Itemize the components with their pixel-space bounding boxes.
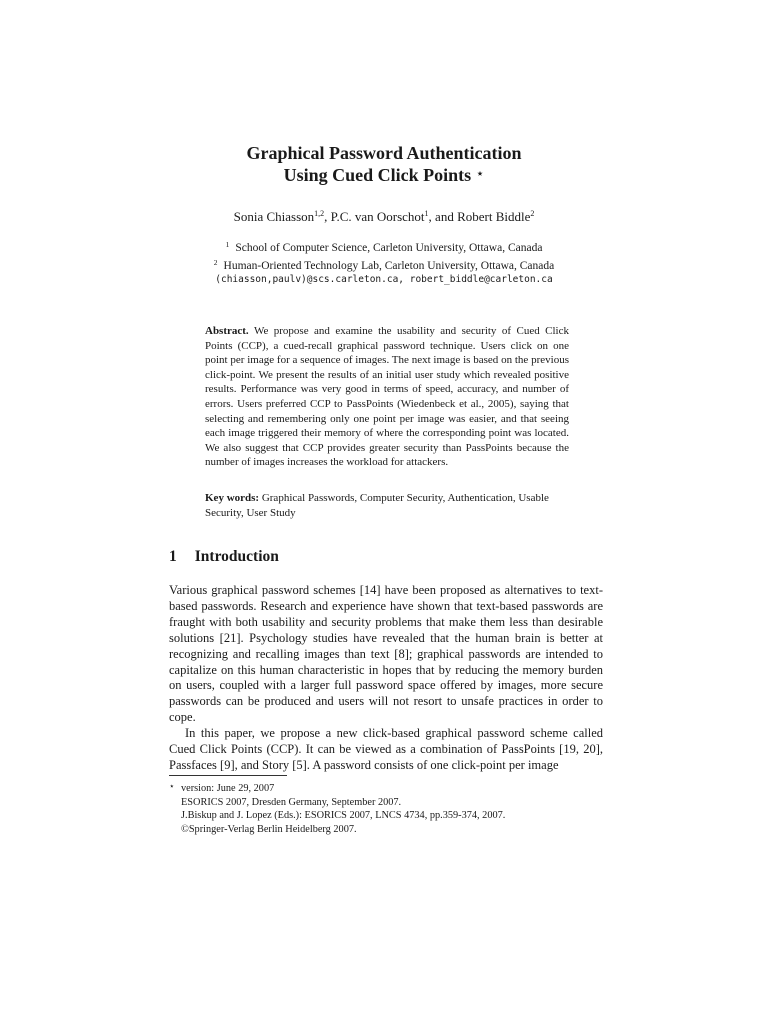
footnote-version: version: June 29, 2007 <box>181 783 275 794</box>
affiliation-2-mark: 2 <box>213 257 218 267</box>
author-emails: (chiasson,paulv)@scs.carleton.ca, robert_biddle@carleton.ca <box>215 274 553 285</box>
author-3: , and Robert Biddle <box>428 209 531 224</box>
footnote-line-3: J.Biskup and J. Lopez (Eds.): ESORICS 2007, LNCS 4734, pp.359-374, 2007. <box>181 810 506 821</box>
section-heading <box>169 548 279 566</box>
paragraph-2: In this paper, we propose a new click-based graphical password scheme called Cued Click Points (CCP). It can be viewed as a combination of PassPoints [19, 20], Passfaces [9], and Story [5]. A password consists of one click-point per image <box>169 726 603 772</box>
title-line-2-text: Using Cued Click Points <box>283 165 472 185</box>
affiliation-1-mark: 1 <box>225 240 230 249</box>
author-2: , P.C. van Oorschot <box>324 209 425 224</box>
footnote-line-1 <box>169 780 609 796</box>
affiliation-2-text: Human-Oriented Technology Lab, Carleton University, Ottawa, Canada <box>223 259 555 272</box>
keywords-label: Key words: <box>205 492 260 504</box>
abstract-label: Abstract. <box>205 325 249 337</box>
affiliation-1 <box>0 238 768 256</box>
title-line-2 <box>0 164 768 186</box>
keywords-text: Graphical Passwords, Computer Security, Authentication, Usable Security, User Study <box>205 492 549 519</box>
keywords <box>205 491 569 520</box>
paragraph-1: Various graphical password schemes [14] have been proposed as alternatives to text-based passwords. Research and experience have shown that text-based passwords are fraught with both usability and security problems that make them less than desirable solutions [21]. Psychology studies have revealed that the human brain is better at recognizing and recalling images than text [8]; graphical passwords are intended to capitalize on this human characteristic in hopes that by reducing the memory burden on users, coupled with a larger full password space offered by images, more secure passwords can be produced and users will not resort to unsafe practices in order to cope. <box>169 583 603 725</box>
author-2-affil: 1 <box>424 209 429 218</box>
title-footnote-mark: ⋆ <box>475 167 485 182</box>
affiliations <box>0 238 768 288</box>
author-1-affil: 1,2 <box>314 209 325 218</box>
author-1: Sonia Chiasson <box>233 209 315 224</box>
footnote-line-4: ©Springer-Verlag Berlin Heidelberg 2007. <box>181 823 357 835</box>
affiliation-1-text: School of Computer Science, Carleton University, Ottawa, Canada <box>235 242 543 254</box>
author-3-affil: 2 <box>530 209 535 218</box>
author-list <box>0 209 768 225</box>
section-body <box>169 583 603 774</box>
section-title: Introduction <box>194 548 279 565</box>
affiliation-2 <box>0 256 768 274</box>
abstract-text: We propose and examine the usability and security of Cued Click Points (CCP), a cued-recall graphical password technique. Users click on one point per image for a sequence of images. The next image is based on the previous click-point. We present the results of an initial user study which revealed positive results. Performance was very good in terms of speed, accuracy, and number of errors. Users preferred CCP to PassPoints (Wiedenbeck et al., 2005), saying that selecting and remembering only one point per image was easier, and that seeing each image triggered their memory of where the corresponding point was located. We also suggest that CCP provides greater security than PassPoints because the number of images increases the workload for attackers. <box>205 325 569 469</box>
abstract <box>205 324 569 470</box>
footnote <box>169 780 609 836</box>
title-line-1: Graphical Password Authentication <box>246 143 522 163</box>
footnote-line-2: ESORICS 2007, Dresden Germany, September 2007. <box>181 796 402 808</box>
footnote-mark: ⋆ <box>169 781 175 791</box>
paper-title <box>0 142 768 186</box>
section-number: 1 <box>169 548 177 565</box>
footnote-rule <box>169 775 287 776</box>
